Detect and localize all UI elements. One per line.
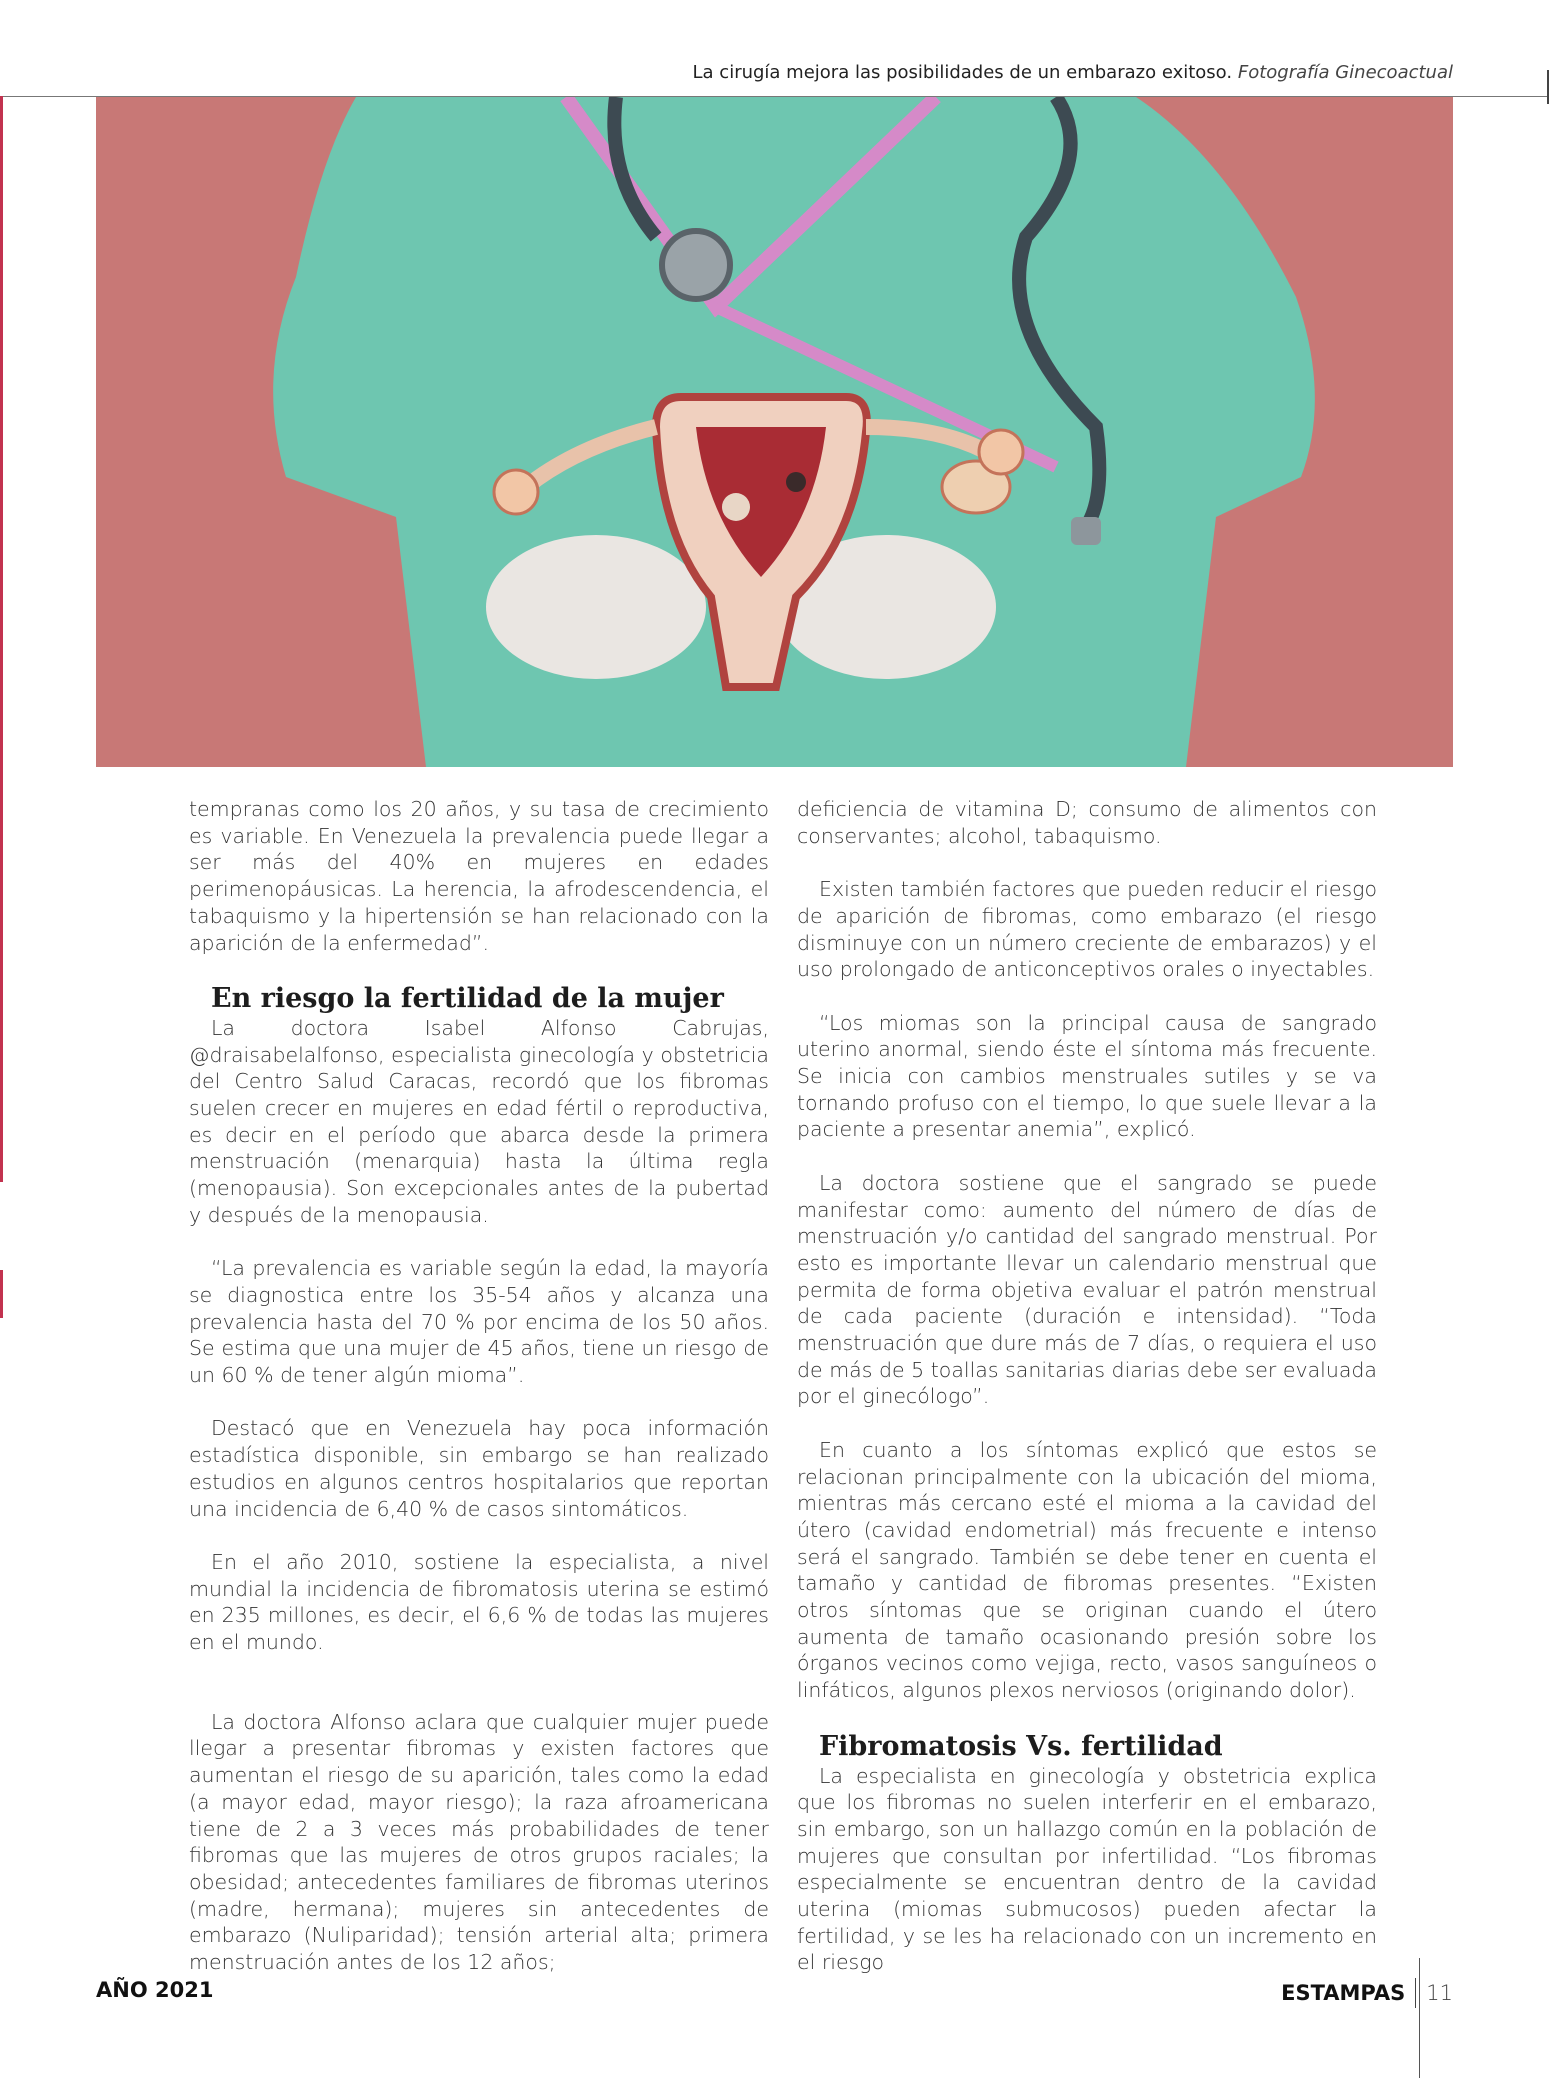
section-heading: En riesgo la fertilidad de la mujer — [211, 982, 724, 1014]
hero-photo — [96, 97, 1453, 767]
paragraph: La doctora Alfonso aclara que cualquier mujer puede llegar a presentar fibromas y existen factores que aumentan el riesgo de su aparición, tales como la edad (a mayor edad, mayor riesgo); la raza afroamericana tiene de 2 a 3 veces más probabilidades de tener fibromas que las mujeres de otros grupos raciales; la obesidad; antecedentes familiares de fibromas uterinos (madre, hermana); mujeres sin antecedentes de embarazo (Nuliparidad); tensión arterial alta; primera menstruación antes de los 12 años; — [189, 1709, 769, 1975]
paragraph: La doctora sostiene que el sangrado se puede manifestar como: aumento del número de días de menstruación y/o cantidad del sangrado menstrual. Por esto es importante llevar un calendario menstrual que permita de forma objetiva evaluar el patrón menstrual de cada paciente (duración e intensidad). “Toda menstruación que dure más de 7 días, o requiera el uso de más de 5 toallas sanitarias diarias debe ser evaluada por el ginecólogo”. — [797, 1170, 1377, 1409]
footer-separator — [1415, 1978, 1416, 2008]
paragraph: Existen también factores que pueden reducir el riesgo de aparición de fibromas, como embarazo (el riesgo disminuye con un número creciente de embarazos) y el uso prolongado de anticonceptivos orales o inyectables. — [797, 877, 1377, 982]
paragraph: tempranas como los 20 años, y su tasa de crecimiento es variable. En Venezuela la prevalencia puede llegar a ser más del 40% en mujeres en edades perimenopáusicas. La herencia, la afrodescendencia, el tabaquismo y la hipertensión se han relacionado con la aparición de la enfermedad”. — [189, 797, 769, 955]
paragraph: “Los miomas son la principal causa de sangrado uterino anormal, siendo éste el síntoma más frecuente. Se inicia con cambios menstruales sutiles y se va tornando profuso con el tiempo, lo que suele llevar a la paciente a presentar anemia”, explicó. — [797, 1010, 1377, 1142]
caption-credit: Fotografía Ginecoactual — [1237, 62, 1453, 83]
paragraph: La especialista en ginecología y obstetricia explica que los fibromas no suelen interferir en el embarazo, sin embargo, son un hallazgo común en la población de mujeres que consultan por infertilidad. “Los fibromas especialmente se encuentran dentro de la cavidad uterina (miomas submucosos) pueden afectar la fertilidad, y se les ha relacionado con un incremento en el riesgo — [797, 1763, 1377, 1975]
footer-brand-block — [1281, 1978, 1453, 2008]
article-column-left — [189, 796, 769, 1976]
paragraph: En el año 2010, sostiene la especialista, a nivel mundial la incidencia de fibromatosis uterina se estimó en 235 millones, es decir, el 6,6 % de todas las mujeres en el mundo. — [189, 1549, 769, 1655]
paragraph: “La prevalencia es variable según la edad, la mayoría se diagnostica entre los 35-54 años y alcanza una prevalencia hasta del 70 % por encima de los 50 años. Se estima que una mujer de 45 años, tiene un riesgo de un 60 % de tener algún mioma”. — [189, 1256, 769, 1388]
photo-caption — [693, 62, 1453, 83]
paragraph: La doctora Isabel Alfonso Cabrujas, @draisabelalfonso, especialista ginecología y obstetricia del Centro Salud Caracas, recordó que los fibromas suelen crecer en mujeres en edad fértil o reproductiva, es decir en el período que abarca desde la primera menstruación (menarquia) hasta la última regla (menopausia). Son excepcionales antes de la pubertad y después de la menopausia. — [189, 1015, 769, 1227]
article-column-right — [797, 796, 1377, 1976]
paragraph: Destacó que en Venezuela hay poca información estadística disponible, sin embargo se han realizado estudios en algunos centros hospitalarios que reportan una incidencia de 6,40 % de casos sintomáticos. — [189, 1416, 769, 1521]
footer-brand: ESTAMPAS — [1281, 1981, 1406, 2005]
doctor-uterus-model-illustration — [96, 97, 1453, 767]
page-number: 11 — [1426, 1981, 1453, 2005]
left-edge-bar — [0, 96, 3, 1182]
section-heading: Fibromatosis Vs. fertilidad — [819, 1730, 1223, 1762]
footer-year: AÑO 2021 — [96, 1978, 214, 2002]
caption-text: La cirugía mejora las posibilidades de un embarazo exitoso. — [692, 62, 1233, 83]
paragraph: En cuanto a los síntomas explicó que estos se relacionan principalmente con la ubicación del mioma, mientras más cercano esté el mioma a la cavidad del útero (cavidad endometrial) más frecuente e intenso será el sangrado. También se debe tener en cuenta el tamaño y cantidad de fibromas presentes. “Existen otros síntomas que se originan cuando el útero aumenta de tamaño ocasionando presión sobre los órganos vecinos como vejiga, recto, vasos sanguíneos o linfáticos, algunos plexos nerviosos (originando dolor). — [797, 1437, 1377, 1703]
left-edge-tick — [0, 1270, 3, 1318]
footer-divider — [1419, 1958, 1420, 2078]
paragraph: deficiencia de vitamina D; consumo de alimentos con conservantes; alcohol, tabaquismo. — [797, 797, 1377, 848]
